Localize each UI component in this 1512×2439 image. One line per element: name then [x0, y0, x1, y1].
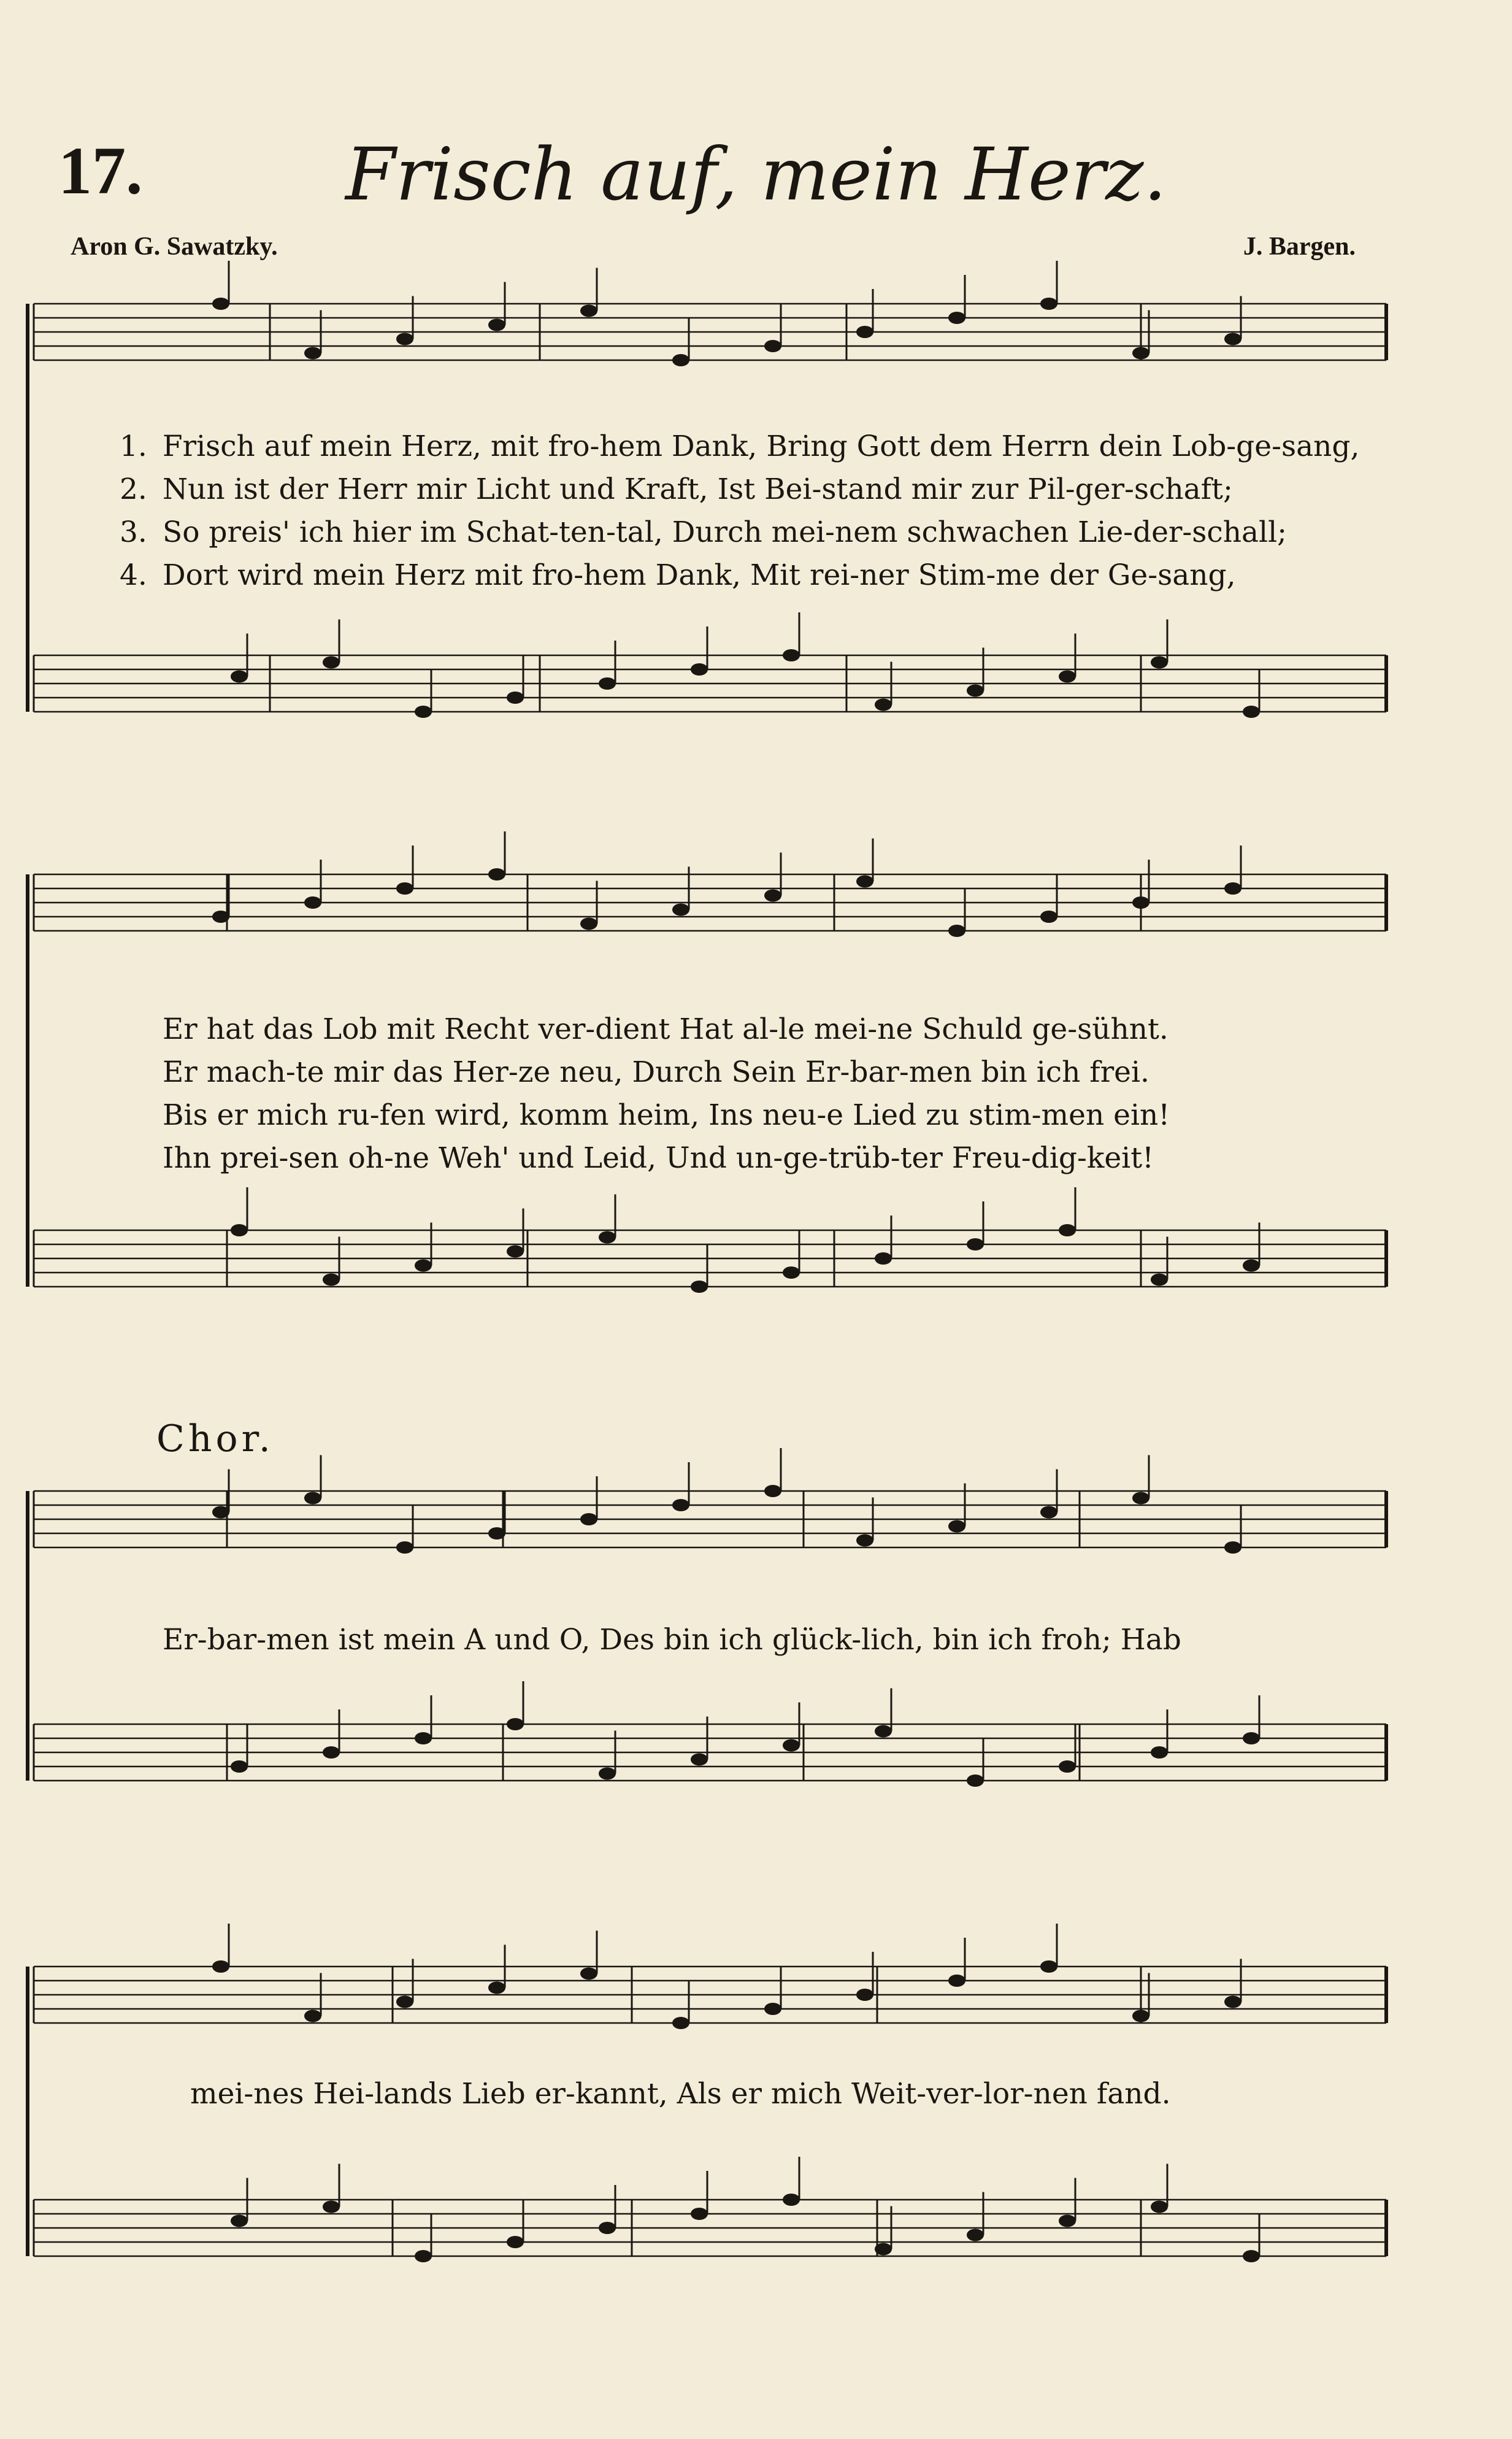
lyricist-credit: Aron G. Sawatzky.: [71, 233, 278, 261]
verse2-line-2: Er mach-te mir das Her-ze neu, Durch Sein Er-bar-men bin ich frei.: [163, 1055, 1149, 1089]
hymn-number: 17.: [58, 133, 143, 208]
verse-line-1: 1. Frisch auf mein Herz, mit fro-hem Dank, Bring Gott dem Herrn dein Lob-ge-sang,: [120, 430, 1360, 463]
verse2-line-4: Ihn prei-sen oh-ne Weh' und Leid, Und un-ge-trüb-ter Freu-dig-keit!: [163, 1141, 1154, 1175]
composer-credit: J. Bargen.: [1243, 233, 1356, 261]
chorus-label: Chor.: [156, 1417, 274, 1460]
hymn-title: Frisch auf, mein Herz.: [345, 132, 1167, 217]
verse-line-3: 3. So preis' ich hier im Schat-ten-tal, Durch mei-nem schwachen Lie-der-schall;: [120, 515, 1287, 549]
verse2-line-1: Er hat das Lob mit Recht ver-dient Hat al-le mei-ne Schuld ge-sühnt.: [163, 1012, 1169, 1046]
verse-line-2: 2. Nun ist der Herr mir Licht und Kraft, Ist Bei-stand mir zur Pil-ger-schaft;: [120, 472, 1233, 506]
verse-line-4: 4. Dort wird mein Herz mit fro-hem Dank, Mit rei-ner Stim-me der Ge-sang,: [120, 558, 1236, 592]
verse2-line-3: Bis er mich ru-fen wird, komm heim, Ins neu-e Lied zu stim-men ein!: [163, 1098, 1170, 1132]
chorus-lyric-1: Er-bar-men ist mein A und O, Des bin ich glück-lich, bin ich froh; Hab: [163, 1623, 1181, 1657]
chorus-lyric-2: mei-nes Hei-lands Lieb er-kannt, Als er mich Weit-ver-lor-nen fand.: [190, 2077, 1171, 2111]
